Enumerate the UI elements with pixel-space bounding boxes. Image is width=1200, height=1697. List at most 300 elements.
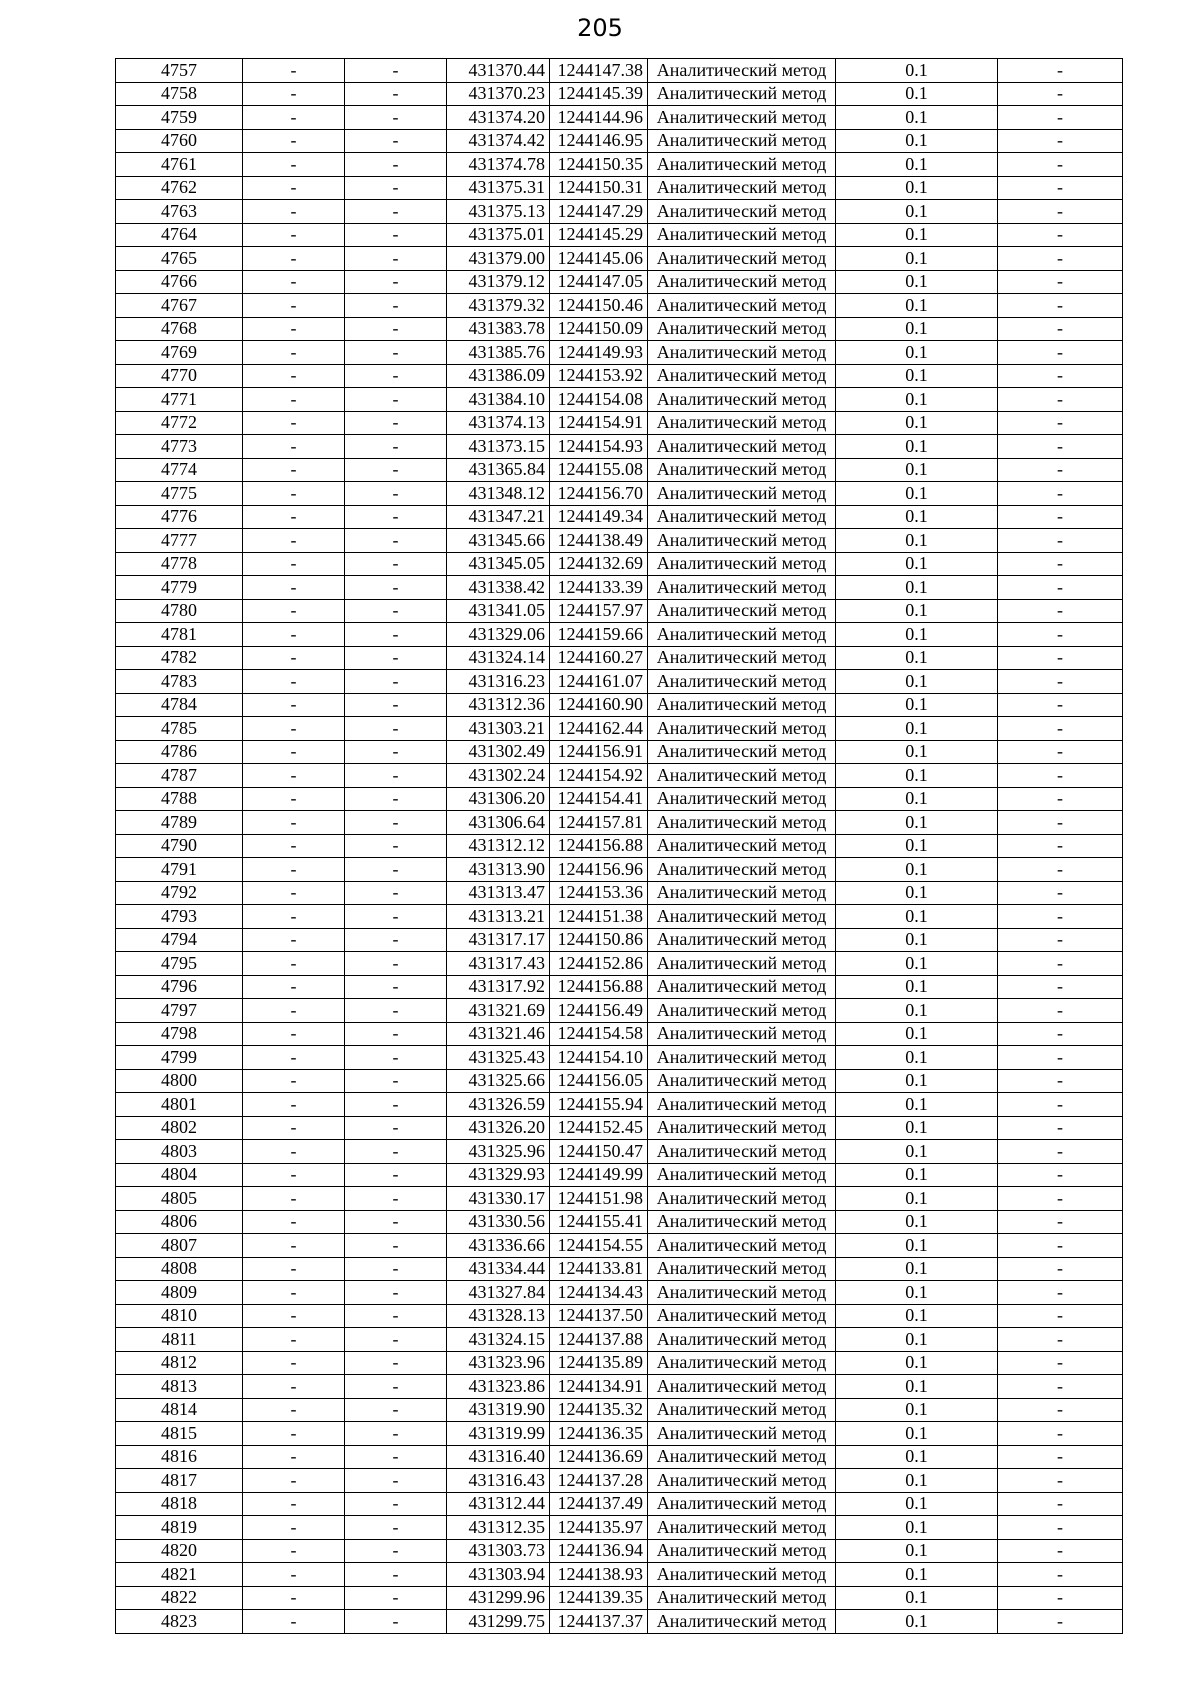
table-row — [116, 129, 1123, 153]
method-cell: Аналитический метод — [648, 129, 836, 153]
dash-cell-c: - — [998, 787, 1123, 811]
table-row — [116, 176, 1123, 200]
point-number-cell: 4814 — [116, 1398, 243, 1422]
dash-cell-a: - — [243, 294, 345, 318]
dash-cell-c: - — [998, 1140, 1123, 1164]
point-number-cell: 4772 — [116, 411, 243, 435]
x-coordinate-cell: 431319.90 — [447, 1398, 550, 1422]
method-cell: Аналитический метод — [648, 1281, 836, 1305]
accuracy-cell: 0.1 — [836, 811, 998, 835]
table-row — [116, 1069, 1123, 1093]
dash-cell-a: - — [243, 975, 345, 999]
y-coordinate-cell: 1244150.35 — [550, 153, 648, 177]
method-cell: Аналитический метод — [648, 1022, 836, 1046]
dash-cell-b: - — [345, 1116, 447, 1140]
table-row — [116, 646, 1123, 670]
y-coordinate-cell: 1244154.55 — [550, 1234, 648, 1258]
dash-cell-c: - — [998, 1069, 1123, 1093]
point-number-cell: 4760 — [116, 129, 243, 153]
y-coordinate-cell: 1244134.91 — [550, 1375, 648, 1399]
table-row — [116, 1445, 1123, 1469]
point-number-cell: 4769 — [116, 341, 243, 365]
dash-cell-c: - — [998, 834, 1123, 858]
dash-cell-c: - — [998, 1257, 1123, 1281]
method-cell: Аналитический метод — [648, 928, 836, 952]
method-cell: Аналитический метод — [648, 952, 836, 976]
x-coordinate-cell: 431375.31 — [447, 176, 550, 200]
dash-cell-a: - — [243, 1610, 345, 1634]
method-cell: Аналитический метод — [648, 881, 836, 905]
y-coordinate-cell: 1244157.81 — [550, 811, 648, 835]
y-coordinate-cell: 1244147.38 — [550, 59, 648, 83]
accuracy-cell: 0.1 — [836, 552, 998, 576]
accuracy-cell: 0.1 — [836, 881, 998, 905]
x-coordinate-cell: 431330.17 — [447, 1187, 550, 1211]
dash-cell-a: - — [243, 176, 345, 200]
dash-cell-c: - — [998, 317, 1123, 341]
x-coordinate-cell: 431345.66 — [447, 529, 550, 553]
method-cell: Аналитический метод — [648, 693, 836, 717]
y-coordinate-cell: 1244155.41 — [550, 1210, 648, 1234]
x-coordinate-cell: 431379.00 — [447, 247, 550, 271]
dash-cell-a: - — [243, 834, 345, 858]
point-number-cell: 4789 — [116, 811, 243, 835]
y-coordinate-cell: 1244135.89 — [550, 1351, 648, 1375]
dash-cell-a: - — [243, 1351, 345, 1375]
method-cell: Аналитический метод — [648, 364, 836, 388]
y-coordinate-cell: 1244156.88 — [550, 834, 648, 858]
x-coordinate-cell: 431312.44 — [447, 1492, 550, 1516]
x-coordinate-cell: 431303.94 — [447, 1563, 550, 1587]
point-number-cell: 4802 — [116, 1116, 243, 1140]
method-cell: Аналитический метод — [648, 1234, 836, 1258]
point-number-cell: 4793 — [116, 905, 243, 929]
accuracy-cell: 0.1 — [836, 599, 998, 623]
point-number-cell: 4788 — [116, 787, 243, 811]
point-number-cell: 4776 — [116, 505, 243, 529]
point-number-cell: 4790 — [116, 834, 243, 858]
dash-cell-c: - — [998, 529, 1123, 553]
dash-cell-b: - — [345, 1469, 447, 1493]
dash-cell-a: - — [243, 317, 345, 341]
x-coordinate-cell: 431370.44 — [447, 59, 550, 83]
table-row — [116, 1375, 1123, 1399]
table-row — [116, 411, 1123, 435]
point-number-cell: 4765 — [116, 247, 243, 271]
dash-cell-c: - — [998, 341, 1123, 365]
dash-cell-a: - — [243, 341, 345, 365]
accuracy-cell: 0.1 — [836, 905, 998, 929]
dash-cell-c: - — [998, 717, 1123, 741]
point-number-cell: 4813 — [116, 1375, 243, 1399]
table-row — [116, 294, 1123, 318]
method-cell: Аналитический метод — [648, 1492, 836, 1516]
dash-cell-b: - — [345, 364, 447, 388]
dash-cell-c: - — [998, 1445, 1123, 1469]
dash-cell-a: - — [243, 1539, 345, 1563]
x-coordinate-cell: 431374.20 — [447, 106, 550, 130]
y-coordinate-cell: 1244151.38 — [550, 905, 648, 929]
y-coordinate-cell: 1244139.35 — [550, 1586, 648, 1610]
x-coordinate-cell: 431338.42 — [447, 576, 550, 600]
x-coordinate-cell: 431375.01 — [447, 223, 550, 247]
y-coordinate-cell: 1244137.88 — [550, 1328, 648, 1352]
accuracy-cell: 0.1 — [836, 1093, 998, 1117]
dash-cell-c: - — [998, 599, 1123, 623]
y-coordinate-cell: 1244156.96 — [550, 858, 648, 882]
x-coordinate-cell: 431329.93 — [447, 1163, 550, 1187]
dash-cell-a: - — [243, 576, 345, 600]
y-coordinate-cell: 1244145.29 — [550, 223, 648, 247]
dash-cell-c: - — [998, 200, 1123, 224]
dash-cell-b: - — [345, 646, 447, 670]
y-coordinate-cell: 1244135.97 — [550, 1516, 648, 1540]
x-coordinate-cell: 431313.90 — [447, 858, 550, 882]
dash-cell-a: - — [243, 1281, 345, 1305]
table-row — [116, 458, 1123, 482]
point-number-cell: 4798 — [116, 1022, 243, 1046]
point-number-cell: 4761 — [116, 153, 243, 177]
dash-cell-b: - — [345, 1304, 447, 1328]
table-row — [116, 505, 1123, 529]
dash-cell-b: - — [345, 1610, 447, 1634]
accuracy-cell: 0.1 — [836, 270, 998, 294]
point-number-cell: 4812 — [116, 1351, 243, 1375]
dash-cell-a: - — [243, 1140, 345, 1164]
accuracy-cell: 0.1 — [836, 1328, 998, 1352]
accuracy-cell: 0.1 — [836, 646, 998, 670]
dash-cell-c: - — [998, 1210, 1123, 1234]
accuracy-cell: 0.1 — [836, 623, 998, 647]
table-row — [116, 599, 1123, 623]
dash-cell-a: - — [243, 505, 345, 529]
dash-cell-a: - — [243, 670, 345, 694]
point-number-cell: 4785 — [116, 717, 243, 741]
point-number-cell: 4764 — [116, 223, 243, 247]
method-cell: Аналитический метод — [648, 1328, 836, 1352]
accuracy-cell: 0.1 — [836, 740, 998, 764]
y-coordinate-cell: 1244154.93 — [550, 435, 648, 459]
accuracy-cell: 0.1 — [836, 505, 998, 529]
x-coordinate-cell: 431321.69 — [447, 999, 550, 1023]
dash-cell-a: - — [243, 1328, 345, 1352]
y-coordinate-cell: 1244152.45 — [550, 1116, 648, 1140]
dash-cell-c: - — [998, 1539, 1123, 1563]
dash-cell-b: - — [345, 1140, 447, 1164]
point-number-cell: 4796 — [116, 975, 243, 999]
accuracy-cell: 0.1 — [836, 341, 998, 365]
dash-cell-b: - — [345, 881, 447, 905]
point-number-cell: 4817 — [116, 1469, 243, 1493]
y-coordinate-cell: 1244132.69 — [550, 552, 648, 576]
dash-cell-c: - — [998, 1516, 1123, 1540]
table-row — [116, 1610, 1123, 1634]
method-cell: Аналитический метод — [648, 1398, 836, 1422]
table-row — [116, 153, 1123, 177]
accuracy-cell: 0.1 — [836, 1046, 998, 1070]
accuracy-cell: 0.1 — [836, 1116, 998, 1140]
y-coordinate-cell: 1244157.97 — [550, 599, 648, 623]
dash-cell-c: - — [998, 1046, 1123, 1070]
table-row — [116, 1046, 1123, 1070]
table-row — [116, 1539, 1123, 1563]
method-cell: Аналитический метод — [648, 435, 836, 459]
table-row — [116, 999, 1123, 1023]
method-cell: Аналитический метод — [648, 1351, 836, 1375]
x-coordinate-cell: 431316.43 — [447, 1469, 550, 1493]
dash-cell-b: - — [345, 552, 447, 576]
accuracy-cell: 0.1 — [836, 952, 998, 976]
dash-cell-c: - — [998, 129, 1123, 153]
accuracy-cell: 0.1 — [836, 106, 998, 130]
point-number-cell: 4786 — [116, 740, 243, 764]
point-number-cell: 4811 — [116, 1328, 243, 1352]
accuracy-cell: 0.1 — [836, 975, 998, 999]
method-cell: Аналитический метод — [648, 1187, 836, 1211]
y-coordinate-cell: 1244154.08 — [550, 388, 648, 412]
dash-cell-b: - — [345, 1093, 447, 1117]
x-coordinate-cell: 431317.17 — [447, 928, 550, 952]
accuracy-cell: 0.1 — [836, 1563, 998, 1587]
x-coordinate-cell: 431386.09 — [447, 364, 550, 388]
point-number-cell: 4758 — [116, 82, 243, 106]
point-number-cell: 4819 — [116, 1516, 243, 1540]
x-coordinate-cell: 431316.23 — [447, 670, 550, 694]
table-row — [116, 1492, 1123, 1516]
method-cell: Аналитический метод — [648, 1304, 836, 1328]
accuracy-cell: 0.1 — [836, 1539, 998, 1563]
method-cell: Аналитический метод — [648, 482, 836, 506]
method-cell: Аналитический метод — [648, 529, 836, 553]
method-cell: Аналитический метод — [648, 1116, 836, 1140]
accuracy-cell: 0.1 — [836, 1210, 998, 1234]
dash-cell-c: - — [998, 1375, 1123, 1399]
y-coordinate-cell: 1244156.88 — [550, 975, 648, 999]
dash-cell-c: - — [998, 764, 1123, 788]
dash-cell-a: - — [243, 1398, 345, 1422]
y-coordinate-cell: 1244136.35 — [550, 1422, 648, 1446]
x-coordinate-cell: 431316.40 — [447, 1445, 550, 1469]
dash-cell-c: - — [998, 1563, 1123, 1587]
accuracy-cell: 0.1 — [836, 1398, 998, 1422]
x-coordinate-cell: 431303.73 — [447, 1539, 550, 1563]
y-coordinate-cell: 1244159.66 — [550, 623, 648, 647]
x-coordinate-cell: 431341.05 — [447, 599, 550, 623]
x-coordinate-cell: 431324.15 — [447, 1328, 550, 1352]
dash-cell-b: - — [345, 834, 447, 858]
method-cell: Аналитический метод — [648, 247, 836, 271]
y-coordinate-cell: 1244137.28 — [550, 1469, 648, 1493]
point-number-cell: 4800 — [116, 1069, 243, 1093]
accuracy-cell: 0.1 — [836, 1610, 998, 1634]
y-coordinate-cell: 1244136.94 — [550, 1539, 648, 1563]
dash-cell-c: - — [998, 1610, 1123, 1634]
point-number-cell: 4773 — [116, 435, 243, 459]
table-row — [116, 1516, 1123, 1540]
dash-cell-a: - — [243, 693, 345, 717]
x-coordinate-cell: 431345.05 — [447, 552, 550, 576]
accuracy-cell: 0.1 — [836, 364, 998, 388]
dash-cell-a: - — [243, 623, 345, 647]
dash-cell-b: - — [345, 200, 447, 224]
table-row — [116, 858, 1123, 882]
y-coordinate-cell: 1244156.70 — [550, 482, 648, 506]
accuracy-cell: 0.1 — [836, 1069, 998, 1093]
accuracy-cell: 0.1 — [836, 1586, 998, 1610]
dash-cell-b: - — [345, 153, 447, 177]
table-row — [116, 482, 1123, 506]
y-coordinate-cell: 1244162.44 — [550, 717, 648, 741]
accuracy-cell: 0.1 — [836, 1422, 998, 1446]
point-number-cell: 4822 — [116, 1586, 243, 1610]
table-row — [116, 106, 1123, 130]
accuracy-cell: 0.1 — [836, 693, 998, 717]
dash-cell-a: - — [243, 811, 345, 835]
dash-cell-c: - — [998, 411, 1123, 435]
table-row — [116, 1281, 1123, 1305]
x-coordinate-cell: 431326.59 — [447, 1093, 550, 1117]
dash-cell-a: - — [243, 1069, 345, 1093]
dash-cell-b: - — [345, 717, 447, 741]
y-coordinate-cell: 1244145.39 — [550, 82, 648, 106]
dash-cell-b: - — [345, 129, 447, 153]
dash-cell-b: - — [345, 740, 447, 764]
method-cell: Аналитический метод — [648, 200, 836, 224]
table-row — [116, 1328, 1123, 1352]
dash-cell-a: - — [243, 646, 345, 670]
y-coordinate-cell: 1244137.37 — [550, 1610, 648, 1634]
accuracy-cell: 0.1 — [836, 1234, 998, 1258]
x-coordinate-cell: 431347.21 — [447, 505, 550, 529]
point-number-cell: 4797 — [116, 999, 243, 1023]
dash-cell-c: - — [998, 153, 1123, 177]
method-cell: Аналитический метод — [648, 811, 836, 835]
dash-cell-c: - — [998, 952, 1123, 976]
dash-cell-b: - — [345, 82, 447, 106]
x-coordinate-cell: 431312.12 — [447, 834, 550, 858]
dash-cell-c: - — [998, 388, 1123, 412]
dash-cell-c: - — [998, 223, 1123, 247]
dash-cell-b: - — [345, 317, 447, 341]
dash-cell-c: - — [998, 646, 1123, 670]
dash-cell-b: - — [345, 247, 447, 271]
table-row — [116, 1563, 1123, 1587]
dash-cell-b: - — [345, 1234, 447, 1258]
dash-cell-a: - — [243, 1022, 345, 1046]
method-cell: Аналитический метод — [648, 623, 836, 647]
method-cell: Аналитический метод — [648, 270, 836, 294]
y-coordinate-cell: 1244138.49 — [550, 529, 648, 553]
table-row — [116, 576, 1123, 600]
method-cell: Аналитический метод — [648, 1563, 836, 1587]
dash-cell-c: - — [998, 1234, 1123, 1258]
dash-cell-a: - — [243, 458, 345, 482]
dash-cell-a: - — [243, 1234, 345, 1258]
accuracy-cell: 0.1 — [836, 1351, 998, 1375]
accuracy-cell: 0.1 — [836, 247, 998, 271]
dash-cell-b: - — [345, 270, 447, 294]
y-coordinate-cell: 1244138.93 — [550, 1563, 648, 1587]
accuracy-cell: 0.1 — [836, 1304, 998, 1328]
table-row — [116, 388, 1123, 412]
accuracy-cell: 0.1 — [836, 670, 998, 694]
y-coordinate-cell: 1244154.58 — [550, 1022, 648, 1046]
dash-cell-a: - — [243, 1445, 345, 1469]
accuracy-cell: 0.1 — [836, 529, 998, 553]
method-cell: Аналитический метод — [648, 1257, 836, 1281]
dash-cell-c: - — [998, 294, 1123, 318]
table-row — [116, 670, 1123, 694]
table-row — [116, 834, 1123, 858]
dash-cell-a: - — [243, 1375, 345, 1399]
dash-cell-c: - — [998, 576, 1123, 600]
dash-cell-c: - — [998, 858, 1123, 882]
x-coordinate-cell: 431385.76 — [447, 341, 550, 365]
dash-cell-b: - — [345, 599, 447, 623]
point-number-cell: 4767 — [116, 294, 243, 318]
dash-cell-c: - — [998, 1492, 1123, 1516]
accuracy-cell: 0.1 — [836, 294, 998, 318]
y-coordinate-cell: 1244156.05 — [550, 1069, 648, 1093]
x-coordinate-cell: 431323.96 — [447, 1351, 550, 1375]
dash-cell-c: - — [998, 505, 1123, 529]
x-coordinate-cell: 431379.32 — [447, 294, 550, 318]
point-number-cell: 4779 — [116, 576, 243, 600]
dash-cell-c: - — [998, 247, 1123, 271]
dash-cell-b: - — [345, 1351, 447, 1375]
table-row — [116, 59, 1123, 83]
dash-cell-b: - — [345, 811, 447, 835]
point-number-cell: 4780 — [116, 599, 243, 623]
dash-cell-b: - — [345, 1281, 447, 1305]
point-number-cell: 4795 — [116, 952, 243, 976]
point-number-cell: 4782 — [116, 646, 243, 670]
y-coordinate-cell: 1244161.07 — [550, 670, 648, 694]
dash-cell-b: - — [345, 1187, 447, 1211]
method-cell: Аналитический метод — [648, 1069, 836, 1093]
point-number-cell: 4808 — [116, 1257, 243, 1281]
method-cell: Аналитический метод — [648, 1163, 836, 1187]
point-number-cell: 4806 — [116, 1210, 243, 1234]
dash-cell-a: - — [243, 1257, 345, 1281]
dash-cell-b: - — [345, 435, 447, 459]
accuracy-cell: 0.1 — [836, 1375, 998, 1399]
dash-cell-a: - — [243, 529, 345, 553]
dash-cell-b: - — [345, 1069, 447, 1093]
accuracy-cell: 0.1 — [836, 200, 998, 224]
y-coordinate-cell: 1244160.90 — [550, 693, 648, 717]
method-cell: Аналитический метод — [648, 717, 836, 741]
dash-cell-b: - — [345, 482, 447, 506]
table-row — [116, 811, 1123, 835]
accuracy-cell: 0.1 — [836, 1281, 998, 1305]
dash-cell-b: - — [345, 670, 447, 694]
dash-cell-a: - — [243, 1422, 345, 1446]
dash-cell-b: - — [345, 1328, 447, 1352]
y-coordinate-cell: 1244150.46 — [550, 294, 648, 318]
dash-cell-c: - — [998, 552, 1123, 576]
dash-cell-c: - — [998, 1469, 1123, 1493]
dash-cell-c: - — [998, 482, 1123, 506]
dash-cell-a: - — [243, 482, 345, 506]
dash-cell-c: - — [998, 59, 1123, 83]
y-coordinate-cell: 1244150.47 — [550, 1140, 648, 1164]
dash-cell-a: - — [243, 364, 345, 388]
dash-cell-b: - — [345, 905, 447, 929]
table-row — [116, 223, 1123, 247]
point-number-cell: 4781 — [116, 623, 243, 647]
accuracy-cell: 0.1 — [836, 1445, 998, 1469]
